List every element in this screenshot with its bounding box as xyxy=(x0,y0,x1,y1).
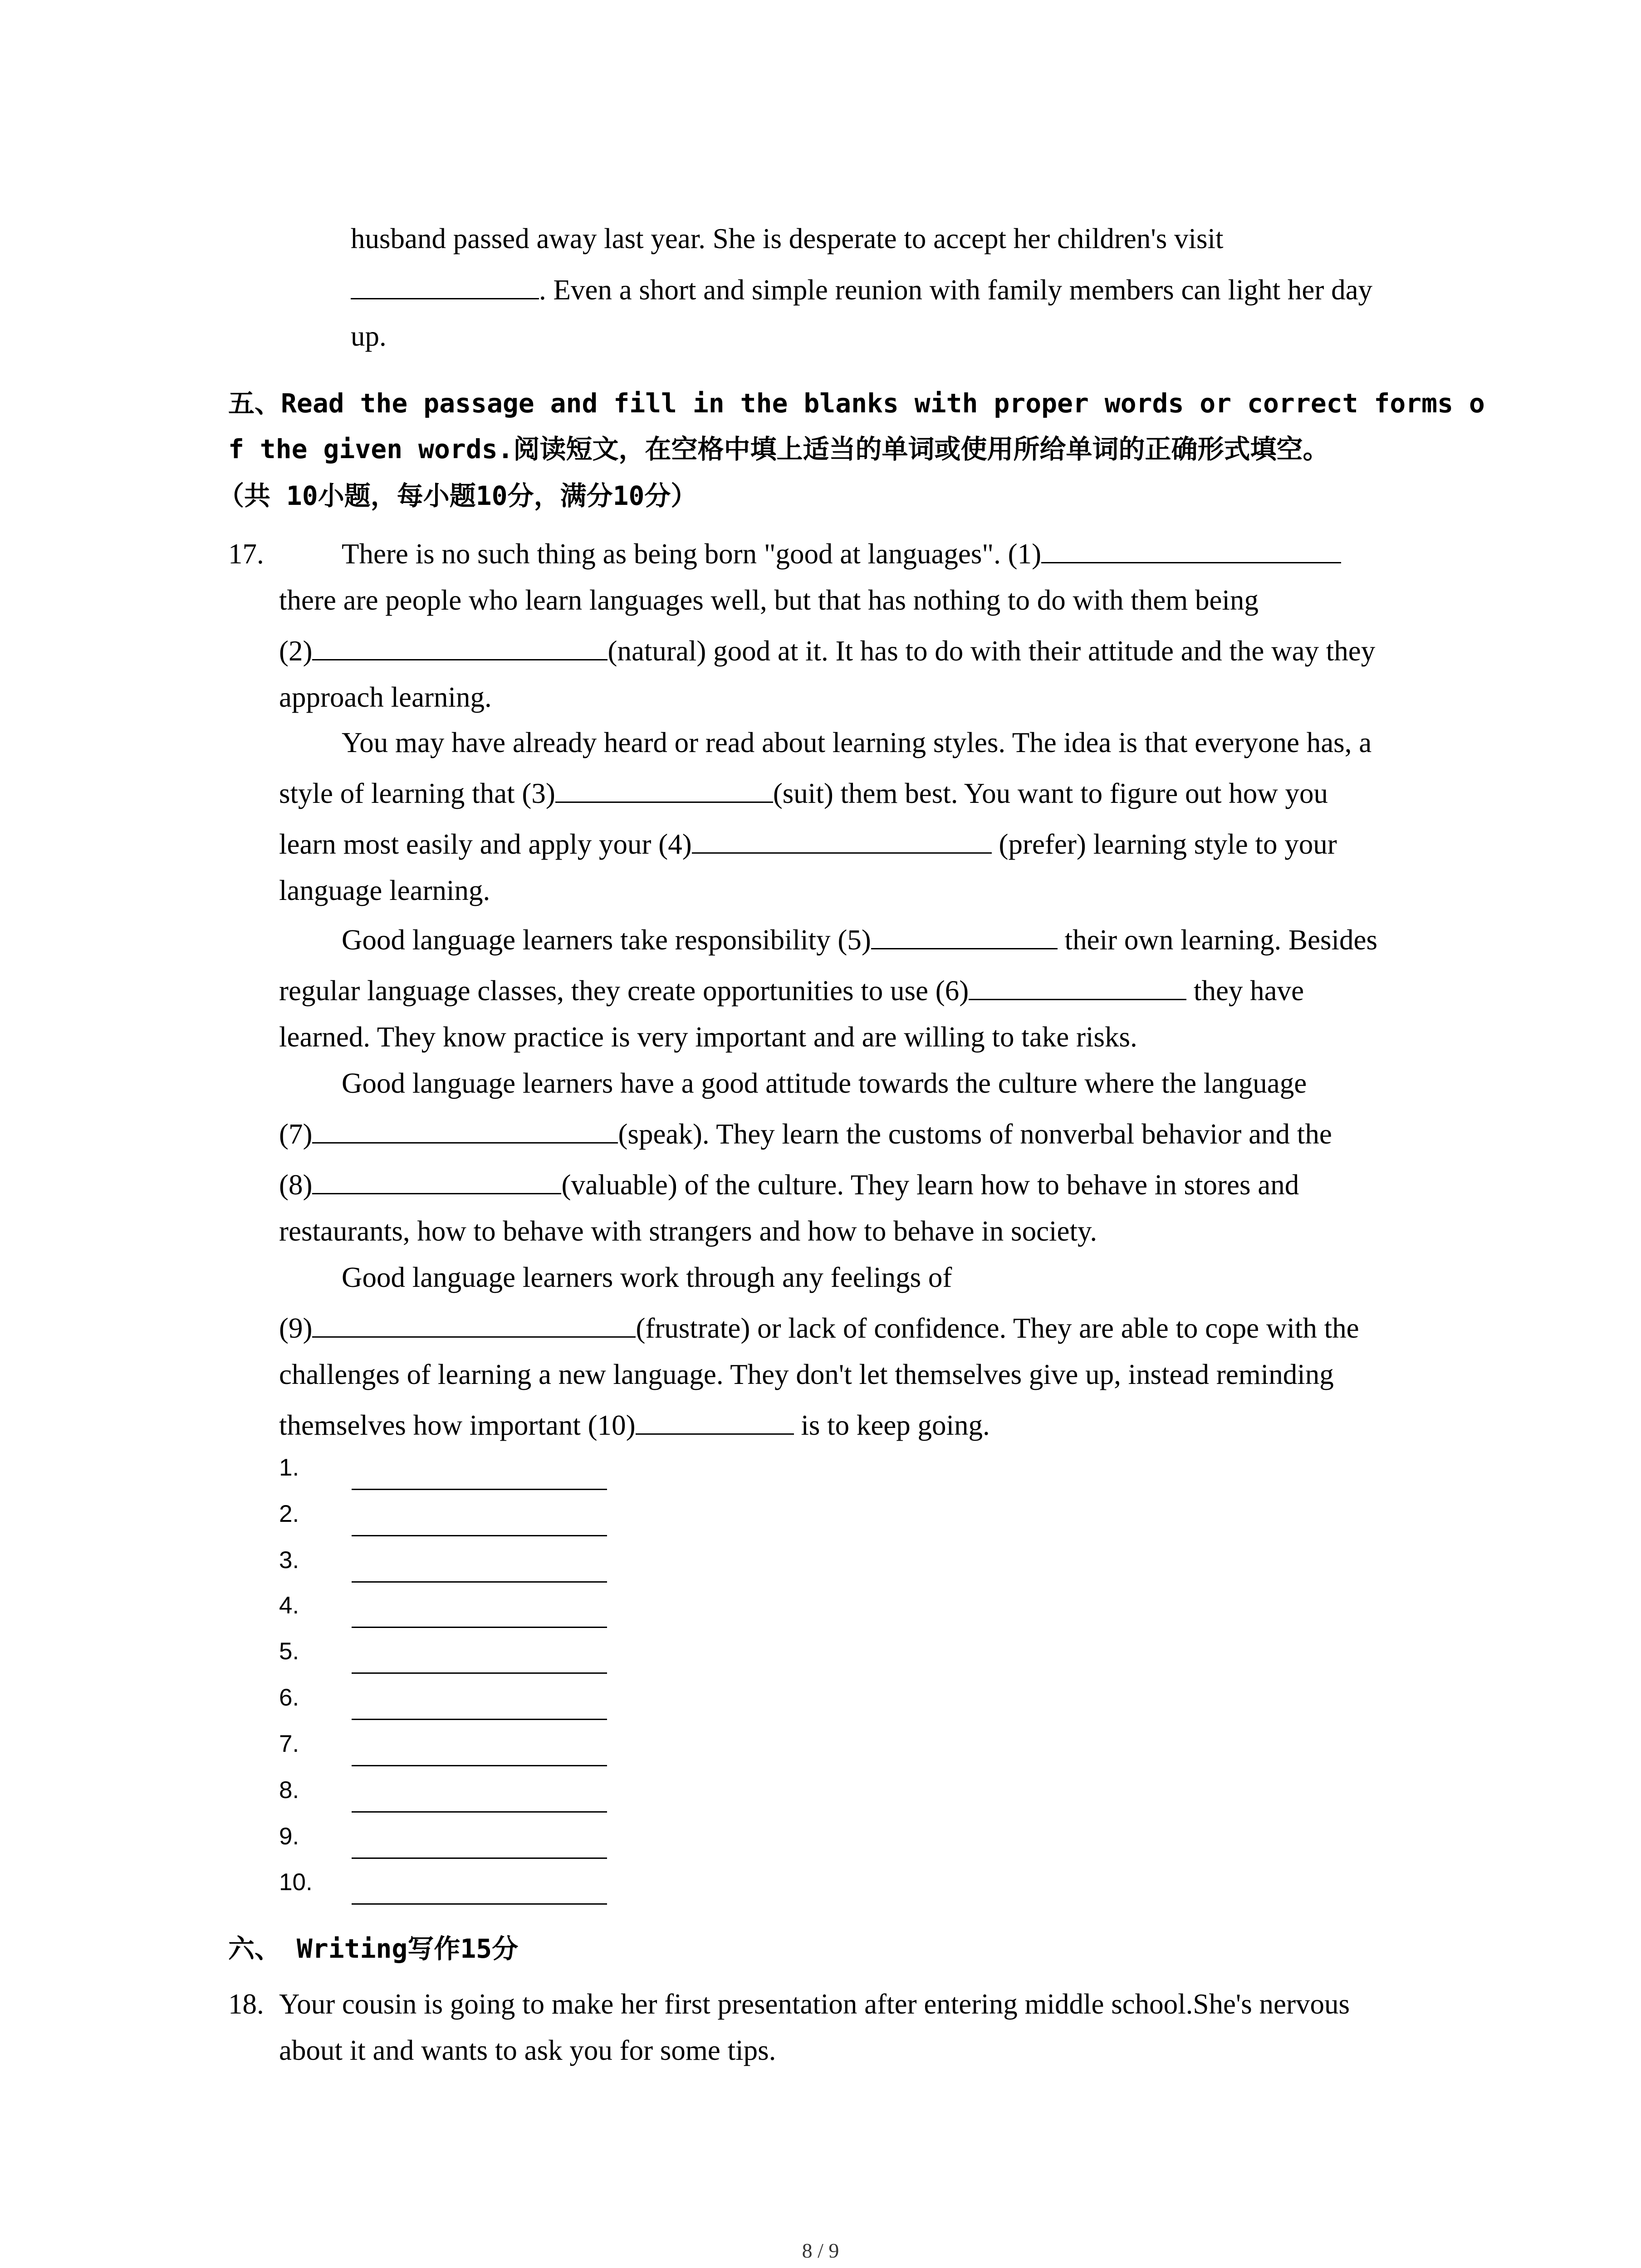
answer-input-2[interactable] xyxy=(352,1535,607,1536)
answer-label: 9. xyxy=(279,1823,299,1850)
answer-row-4 xyxy=(279,1588,642,1628)
section-six-title: 六、 Writing写作15分 xyxy=(228,1933,519,1964)
passage-line: regular language classes, they create opportunities to use (6) they have xyxy=(279,973,1304,1009)
passage-line: learned. They know practice is very important and are willing to take risks. xyxy=(279,1021,1137,1053)
passage-line: language learning. xyxy=(279,875,490,906)
answer-row-7 xyxy=(279,1726,642,1767)
passage-line: approach learning. xyxy=(279,681,492,713)
prev-question-line-1: husband passed away last year. She is desperate to accept her children's visit xyxy=(351,223,1224,254)
answer-input-9[interactable] xyxy=(352,1857,607,1859)
answer-input-4[interactable] xyxy=(352,1627,607,1628)
answer-blank[interactable] xyxy=(351,273,539,299)
answer-row-10 xyxy=(279,1864,642,1905)
question-18-line-2: about it and wants to ask you for some tips. xyxy=(279,2034,776,2066)
answer-row-3 xyxy=(279,1542,642,1583)
section-five-title-line-2: f the given words.阅读短文，在空格中填上适当的单词或使用所给单词的正确形式填空。 xyxy=(228,434,1329,464)
passage-line: style of learning that (3) (suit) them best. You want to figure out how you xyxy=(279,775,1328,811)
page-number: 8 / 9 xyxy=(802,2239,839,2262)
blank-3[interactable] xyxy=(555,776,773,803)
answer-row-8 xyxy=(279,1772,642,1813)
answer-label: 2. xyxy=(279,1501,299,1527)
passage-line: (8) (valuable) of the culture. They learn how to behave in stores and xyxy=(279,1167,1299,1203)
section-five-title-line-1: 五、Read the passage and fill in the blanks with proper words or correct forms o xyxy=(228,388,1485,419)
passage-line: restaurants, how to behave with strangers and how to behave in society. xyxy=(279,1215,1097,1247)
passage-line: themselves how important (10) is to keep going. xyxy=(279,1407,990,1443)
passage-line: Good language learners take responsibility (5) their own learning. Besides xyxy=(342,922,1377,958)
blank-6[interactable] xyxy=(969,973,1186,1000)
passage-line: (7) (speak). They learn the customs of nonverbal behavior and the xyxy=(279,1116,1332,1152)
answer-input-1[interactable] xyxy=(352,1489,607,1490)
answer-label: 1. xyxy=(279,1454,299,1481)
answer-input-6[interactable] xyxy=(352,1719,607,1720)
answer-label: 4. xyxy=(279,1592,299,1619)
answer-input-8[interactable] xyxy=(352,1811,607,1813)
passage-line: Good language learners work through any feelings of xyxy=(342,1261,952,1293)
blank-5[interactable] xyxy=(871,923,1058,949)
answer-label: 5. xyxy=(279,1638,299,1665)
passage-line: (9) (frustrate) or lack of confidence. They are able to cope with the xyxy=(279,1310,1359,1346)
passage-line: there are people who learn languages well, but that has nothing to do with them being xyxy=(279,584,1259,616)
answer-row-6 xyxy=(279,1680,642,1721)
passage-line: You may have already heard or read about learning styles. The idea is that everyone has, a xyxy=(342,727,1372,758)
blank-4[interactable] xyxy=(692,827,992,854)
blank-8[interactable] xyxy=(312,1168,561,1194)
answer-input-7[interactable] xyxy=(352,1765,607,1766)
question-18-line-1: Your cousin is going to make her first presentation after entering middle school.She's nervous xyxy=(279,1988,1350,2020)
answer-label: 8. xyxy=(279,1777,299,1804)
answer-row-5 xyxy=(279,1633,642,1674)
blank-9[interactable] xyxy=(312,1311,636,1338)
question-number-18: 18. xyxy=(228,1988,264,2020)
answer-label: 7. xyxy=(279,1730,299,1757)
prev-question-line-3: up. xyxy=(351,320,387,352)
passage-line: (2) (natural) good at it. It has to do with their attitude and the way they xyxy=(279,633,1375,669)
blank-10[interactable] xyxy=(636,1408,794,1435)
section-five-title-line-3: （共 10小题，每小题10分，满分10分） xyxy=(218,480,697,511)
answer-input-10[interactable] xyxy=(352,1903,607,1905)
answer-input-5[interactable] xyxy=(352,1672,607,1674)
answer-label: 3. xyxy=(279,1547,299,1574)
blank-2[interactable] xyxy=(312,634,607,660)
answer-row-9 xyxy=(279,1818,642,1859)
passage-line: learn most easily and apply your (4) (prefer) learning style to your xyxy=(279,826,1337,862)
answer-row-2 xyxy=(279,1496,642,1537)
prev-question-line-2: . Even a short and simple reunion with family members can light her day xyxy=(351,272,1372,308)
answer-label: 6. xyxy=(279,1684,299,1711)
passage-line: Good language learners have a good attitude towards the culture where the language xyxy=(342,1067,1307,1099)
answer-row-1 xyxy=(279,1450,642,1491)
blank-7[interactable] xyxy=(312,1117,618,1144)
question-number-17: 17. xyxy=(228,538,264,570)
blank-1[interactable] xyxy=(1041,537,1341,563)
passage-line: There is no such thing as being born "good at languages". (1) xyxy=(342,536,1341,572)
answer-input-3[interactable] xyxy=(352,1581,607,1583)
answer-label: 10. xyxy=(279,1869,313,1896)
passage-line: challenges of learning a new language. They don't let themselves give up, instead reminding xyxy=(279,1359,1334,1390)
